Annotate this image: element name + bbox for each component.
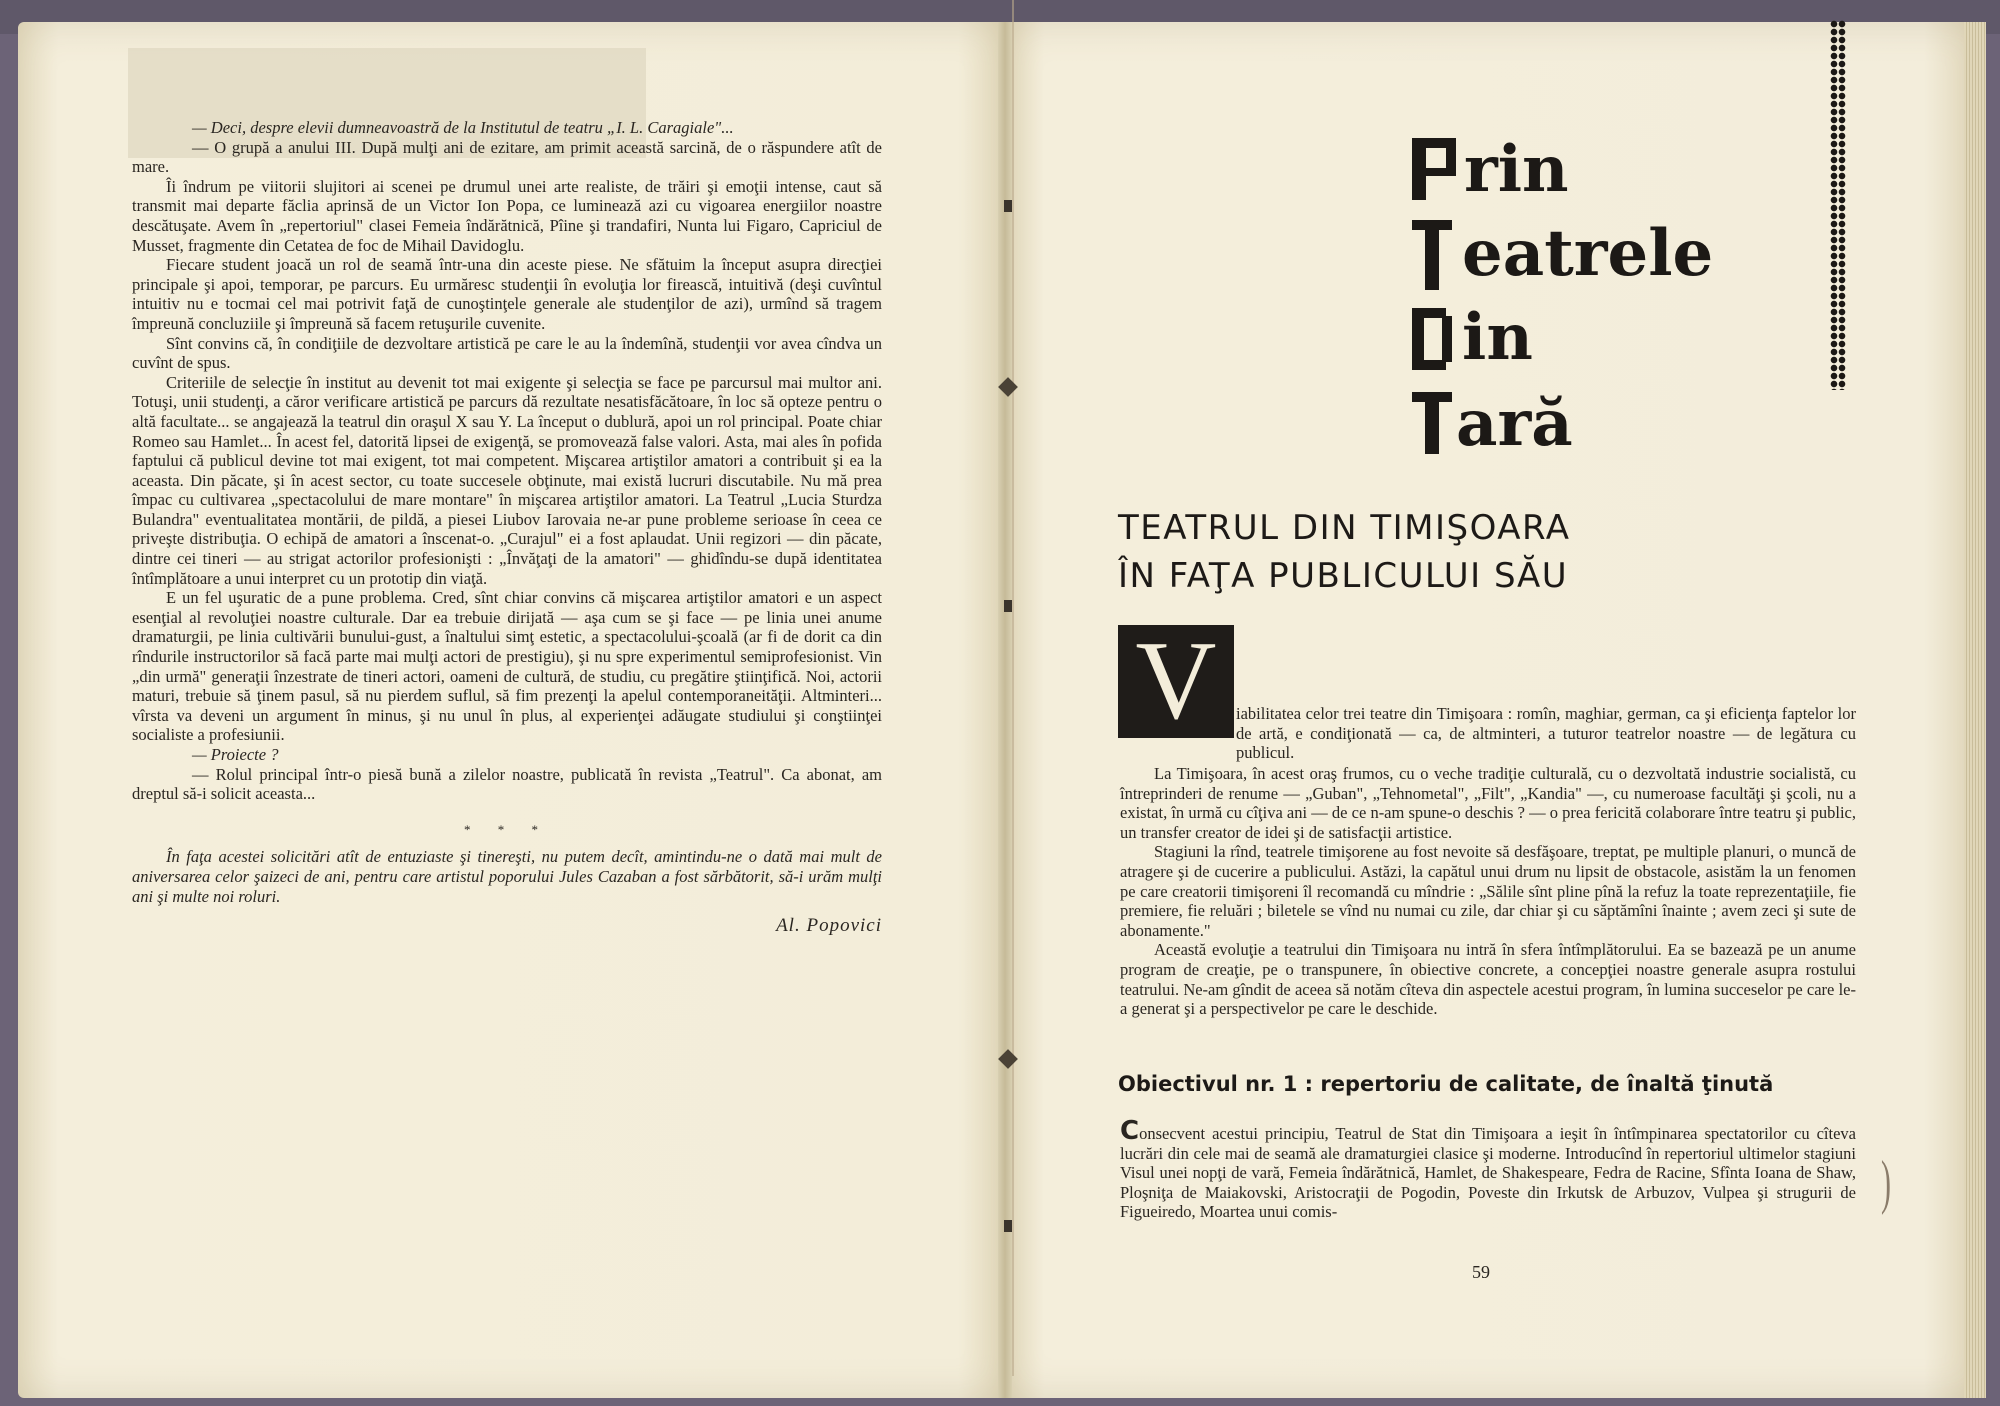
- left-article-column: [132, 118, 882, 936]
- closing-paragraph: În faţa acestei solicitări atît de entuziaste şi tinereşti, nu putem decît, amintindu-ne o dată mai mult de aniversarea celor şaizeci de ani, pentru care artistul poporului Jules Cazaban a fost sărbătorit, să-i urăm mulţi ani şi multe noi roluri.: [132, 847, 882, 906]
- article-headline-line2: ÎN FAŢA PUBLICULUI SĂU: [1118, 556, 1569, 596]
- paragraph: Sînt convins că, în condiţiile de dezvoltare artistică pe care le au la îndemînă, studenţii vor avea cîndva un cuvînt de spus.: [132, 333, 882, 373]
- paragraph: E un fel uşuratic de a pune problema. Cred, sînt chiar convins că mişcarea artiştilor amatori e un aspect esenţial al revoluţiei noastre culturale. Dar ea trebuie dirijată — aşa cum se şi face — pe linia unei anume dramaturgii, pe linia cultivării bunului-gust, a înaltului simţ estetic, a spectacolului-şcoală (ar fi de dorit ca din rîndurile instructorilor să facă parte mai mulţi actori de prestigiu), şi nu spre experimentul semiprofesionist. Vin „din urmă" generaţii înzestrate de tineri actori, oameni de cultură, de studiu, cu pregătire ştiinţifică. Noi, actorii maturi, trebuie să ţinem pasul, să nu pierdem suflul, să fim prezenţi la apelul contemporaneităţii. Altminteri... vîrsta va deveni un argument în minus, şi nu unul în plus, al experienţei adăugate studiului şi conştiinţei socialiste a profesiunii.: [132, 588, 882, 745]
- logo-word-teatrele: eatrele: [1462, 216, 1714, 291]
- logo-word-prin: rin: [1464, 132, 1569, 207]
- section-logo: [1398, 130, 1778, 460]
- section-separator: * * *: [464, 821, 550, 837]
- section-body: [1120, 1116, 1856, 1222]
- paragraph: Criteriile de selecţie în institut au devenit tot mai exigente şi selecţia se face pe parcursul mai multor ani. Totuşi, unii studenţi, a căror verificare artistică pe parcurs dă rezultate nesatisfăcătoare, în loc să opteze pentru o altă facultate... se angajează la teatrul din oraşul X sau Y. La început o dublură, apoi un rol principal. Poate chiar Romeo sau Hamlet... În acest fel, datorită lipsei de exigenţă, se promovează false valori. Asta, mai ales în pofida faptului că publicul devine tot mai exigent, tot mai competent. Mişcarea artiştilor amatori a contribuit şi ea la aceasta. Din păcate, şi în acest sector, cu toate succesele obţinute, mai există lucruri discutabile. Nu mă prea împac cu cultivarea „spectacolului de mare montare" în mişcarea artiştilor amatori. La Teatrul „Lucia Sturdza Bulandra" eventualitatea montării, de pildă, a piesei Liubov Iarovaia ne-ar pune probleme serioase în ceea ce priveşte distribuţia. O echipă de amatori a înscenat-o. „Curajul" ei a fost aplaudat. Unii regizori — din păcate, dintre cei tineri — au strigat actorilor profesionişti : „Învăţaţi de la amatori" — ghidîndu-se după identitatea întîmplătoare a unui interpret cu un prototip din viaţă.: [132, 372, 882, 588]
- dialogue-answer: — Rolul principal într-o piesă bună a zilelor noastre, publicată în revista „Teatrul". Ca abonat, am dreptul să-i solicit aceasta...: [132, 764, 882, 804]
- binding-stitch: [1004, 600, 1012, 612]
- paragraph: Îi îndrum pe viitorii slujitori ai scenei pe drumul unei arte realiste, de trăiri şi emoţii intense, caut să transmit mai departe făclia aprinsă de un Victor Ion Popa, ce luminează azi cu vigoarea energiilor noastre descătuşate. Avem în „repertoriul" clasei Femeia îndărătnică, Pîine şi trandafiri, Nunta lui Figaro, Capriciul de Musset, fragmente din Cetatea de foc de Mihail Davidoglu.: [132, 176, 882, 255]
- logo-word-din: in: [1462, 300, 1533, 375]
- right-article-column: [1120, 764, 1856, 1019]
- page-edges: [1964, 22, 1986, 1398]
- binding-stitch: [1004, 1220, 1012, 1232]
- author-signature: Al. Popovici: [776, 915, 882, 937]
- drop-cap: V: [1118, 625, 1234, 738]
- dialogue-answer: — O grupă a anului III. După mulţi ani de ezitare, am primit această sarcină, de o răspundere atît de mare.: [132, 137, 882, 177]
- book-spine: [998, 22, 1012, 1398]
- margin-mark: ): [1880, 1149, 1891, 1215]
- page-number: 59: [1472, 1262, 1490, 1282]
- dialogue-question: — Proiecte ?: [192, 745, 279, 764]
- section-initial: C: [1120, 1116, 1140, 1146]
- intro-first-paragraph: iabilitatea celor trei teatre din Timişoara : romîn, maghiar, german, ca şi eficienţa faptelor lor de artă, e condiţionată — ca, de altminteri, a tuturor teatrelor noastre — de legătura cu publicul.: [1236, 704, 1856, 763]
- paragraph: Stagiuni la rînd, teatrele timişorene au fost nevoite să desfăşoare, treptat, pe multiple planuri, o muncă de atragere şi de cucerire a publicului. Astăzi, la capătul unui drum nu lipsit de obstacole, asistăm la un fenomen pe care creatorii timişoreni îl recomandă cu mîndrie : „Sălile sînt pline pînă la refuz la toate reprezentaţiile, fie premiere, fie reluări ; biletele se vînd nu numai cu zile, dar chiar şi cu săptămîni înainte ; avem zeci şi sute de abonamente.": [1120, 842, 1856, 940]
- dotted-column-decoration: [1830, 20, 1846, 390]
- section-heading: Obiectivul nr. 1 : repertoriu de calitate, de înaltă ţinută: [1118, 1072, 1774, 1096]
- paragraph: La Timişoara, în acest oraş frumos, cu o veche tradiţie culturală, cu o dezvoltată industrie socialistă, cu întreprinderi de renume — „Guban", „Tehnometal", „Filt", „Kandia" —, cu numeroase facultăţi şi şcoli, nu a existat, în urmă cu cîţiva ani — de ce n-am spune-o deschis ? — o prea fericită colaborare între teatru şi public, un transfer creator de idei şi de satisfacţii artistice.: [1120, 764, 1856, 842]
- logo-word-tara: ară: [1456, 386, 1573, 461]
- section-text: onsecvent acestui principiu, Teatrul de Stat din Timişoara a ieşit în întîmpinarea spectatorilor cu cîteva lucrări din cele mai de seamă ale dramaturgiei clasice şi moderne. Introducînd în repertoriul ultimelor stagiuni Visul unei nopţi de vară, Femeia îndărătnică, Hamlet, de Shakespeare, Fedra de Racine, Sfînta Ioana de Shaw, Ploşniţa de Maiakovski, Aristocraţii de Pogodin, Poveste din Irkutsk de Arbuzov, Vulpea şi strugurii de Figueiredo, Moartea unui comis-: [1120, 1124, 1856, 1222]
- binding-thread: [1012, 0, 1014, 1376]
- paragraph: Această evoluţie a teatrului din Timişoara nu intră în sfera întîmplătorului. Ea se bazează pe un anume program de creaţie, pe o transpunere, în obiective concrete, a concepţiei noastre generale asupra rostului teatrului. Ne-am gîndit de aceea să notăm cîteva din aspectele acestui program, în lumina succeselor pe care le-a generat şi a perspectivelor pe care le deschide.: [1120, 940, 1856, 1019]
- paragraph: Fiecare student joacă un rol de seamă într-una din aceste piese. Ne sfătuim la început asupra direcţiei principale şi apoi, temporar, pe parcurs. Eu urmăresc studenţii în evoluţia lor firească, intuitivă (deşi cuvîntul intuitiv nu e tocmai cel mai potrivit faţă de cunoştinţele generale ale studenţilor de azi), urmînd să tragem împreună concluziile şi împreună să facem retuşurile cuvenite.: [132, 255, 882, 333]
- article-headline-line1: TEATRUL DIN TIMIŞOARA: [1118, 508, 1571, 548]
- paragraph: [1120, 1116, 1856, 1222]
- dialogue-question: — Deci, despre elevii dumneavoastră de la Institutul de teatru „I. L. Caragiale"...: [192, 118, 734, 137]
- binding-stitch: [1004, 200, 1012, 212]
